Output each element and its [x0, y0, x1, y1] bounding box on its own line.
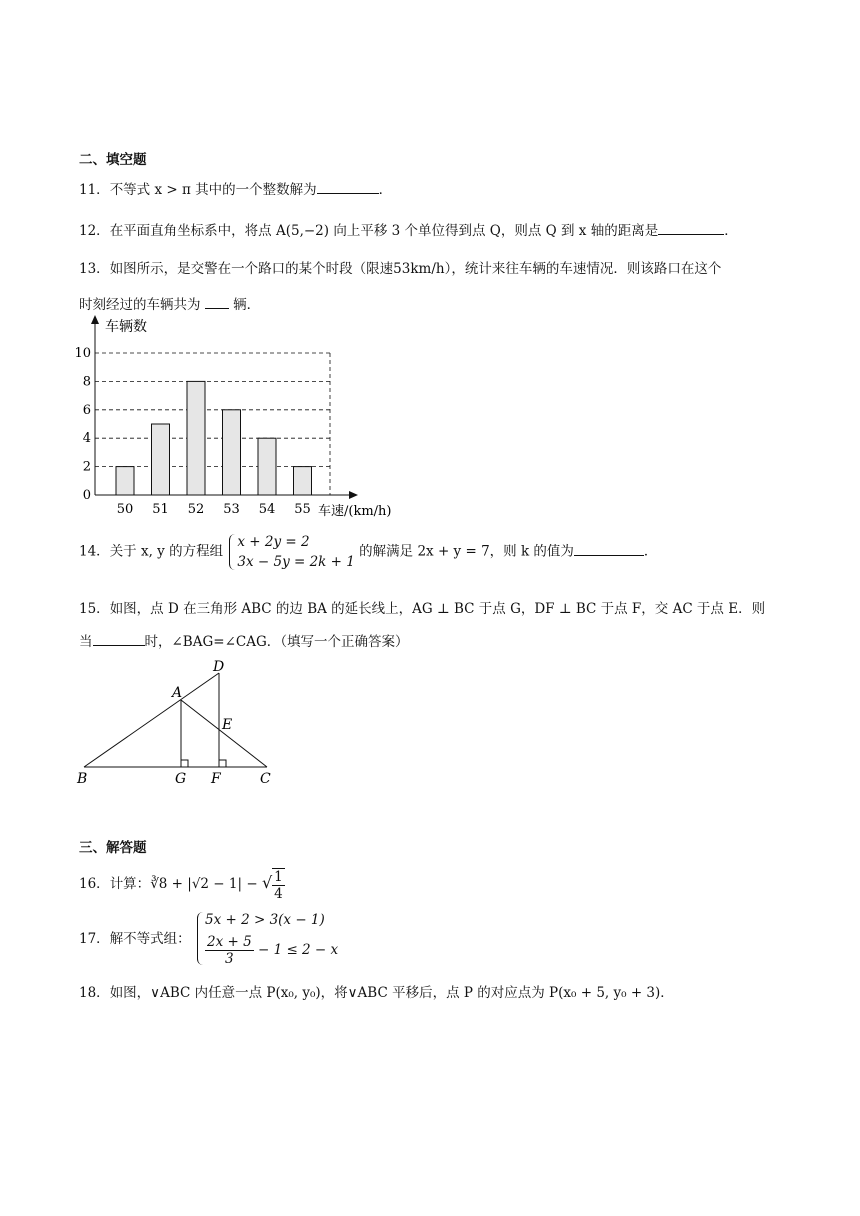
x-tick-label: 51	[152, 502, 169, 517]
question-18	[79, 985, 674, 1001]
question-13	[79, 261, 721, 277]
point-label-E: E	[222, 717, 233, 733]
expression: ∛8 + |√2 − 1| −	[150, 876, 262, 892]
speed-bar-chart	[70, 315, 420, 520]
answer-blank[interactable]	[574, 542, 644, 556]
question-text: 在平面直角坐标系中，将点 A(5,−2) 向上平移 3 个单位得到点 Q，则点 Q 到 x 轴的距离是	[109, 223, 659, 239]
point-label-A: A	[172, 685, 183, 701]
sqrt-icon: √	[261, 873, 273, 892]
y-tick-label: 0	[82, 488, 91, 503]
question-number: 17．	[79, 930, 110, 947]
y-tick-label: 10	[74, 346, 91, 361]
inequality-system	[195, 910, 338, 967]
bar-54	[258, 438, 276, 495]
point-label-C: C	[260, 771, 271, 787]
question-text: 如图，∨ABC 内任意一点 P(x₀, y₀)，将∨ABC 平移后，点 P 的对应点为 P(x₀ + 5, y₀ + 3)．	[109, 985, 674, 1001]
x-tick-label: 53	[223, 502, 240, 517]
answer-blank[interactable]	[205, 295, 229, 309]
x-tick-label: 55	[294, 502, 311, 517]
section-title-fill-blank: 二、填空题	[79, 152, 147, 168]
question-number: 16．	[79, 876, 110, 892]
fraction: $\frac{2x + 5}{3}$	[206, 934, 252, 967]
segment-AC	[181, 700, 267, 767]
x-tick-labels	[117, 502, 311, 517]
triangle-figure	[72, 655, 282, 790]
answer-blank[interactable]	[658, 221, 724, 235]
point-label-G: G	[175, 771, 187, 787]
y-tick-label: 8	[82, 374, 91, 390]
question-16: 16．计算：∛8 + |√2 − 1| − √ $\frac{1}{4}$	[79, 868, 283, 902]
bar-55	[294, 467, 312, 495]
question-13-line2: 时刻经过的车辆共为 辆．	[79, 297, 261, 313]
point-label-F: F	[211, 771, 221, 787]
y-tick-label: 2	[82, 459, 91, 475]
question-text: 如图，点 D 在三角形 ABC 的边 BA 的延长线上，AG ⊥ BC 于点 G，DF ⊥ BC 于点 F，交 AC 于点 E．则	[109, 601, 766, 617]
question-15	[79, 601, 765, 617]
question-14: 14．关于 x, y 的方程组 x + 2y = 2 3x − 5y = 2k + 1 的解满足 2x + y = 7，则 k 的值为 ．	[79, 534, 658, 570]
y-tick-labels	[74, 346, 91, 503]
point-label-B: B	[77, 771, 88, 787]
question-number: 13．	[79, 261, 110, 277]
question-15-line2: 当 时，∠BAG=∠CAG．（填写一个正确答案）	[79, 634, 409, 650]
x-tick-label: 52	[187, 502, 205, 517]
inequality-1: 5x + 2 > 3(x − 1)	[204, 912, 325, 928]
y-tick-label: 6	[82, 402, 91, 418]
answer-blank[interactable]	[317, 180, 379, 194]
question-number: 14．	[79, 543, 110, 560]
segment-BD	[84, 673, 219, 767]
x-axis-arrow	[349, 491, 358, 499]
bar-51	[152, 424, 170, 495]
bar-52	[187, 381, 205, 495]
question-17: 17．解不等式组： 5x + 2 > 3(x − 1) $\frac{2x + 5}{3}$ − 1 ≤ 2 − x	[79, 912, 339, 967]
x-tick-label: 50	[116, 502, 134, 517]
y-tick-label: 4	[82, 431, 91, 447]
question-text: 如图所示，是交警在一个路口的某个时段（限速53km/h），统计来往车辆的车速情况．则该路口在这个	[109, 261, 722, 277]
question-number: 12．	[79, 223, 110, 239]
y-axis-label: 车辆数	[105, 319, 147, 335]
question-11: 11．不等式 x > π 其中的一个整数解为 ．	[79, 182, 393, 198]
equation-2: 3x − 5y = 2k + 1	[237, 554, 355, 570]
bar-50	[116, 467, 134, 495]
answer-blank[interactable]	[93, 632, 145, 646]
x-tick-label: 54	[258, 502, 276, 517]
x-axis-label: 车速/(km/h)	[318, 504, 392, 519]
equation-1: x + 2y = 2	[237, 534, 310, 550]
bar-53	[223, 410, 241, 495]
question-number: 11．	[79, 182, 110, 198]
question-text: 不等式 x > π 其中的一个整数解为	[109, 182, 317, 198]
section-title-solve: 三、解答题	[79, 840, 147, 856]
question-number: 18．	[79, 985, 110, 1001]
right-angle-mark-G	[181, 760, 188, 767]
point-label-D: D	[213, 659, 225, 675]
equation-system	[227, 532, 354, 572]
question-number: 15．	[79, 601, 110, 617]
inequality-2: $\frac{2x + 5}{3}$ − 1 ≤ 2 − x	[206, 934, 339, 967]
fraction: $\frac{1}{4}$	[274, 868, 283, 902]
right-angle-mark-F	[219, 760, 226, 767]
question-12: 12．在平面直角坐标系中，将点 A(5,−2) 向上平移 3 个单位得到点 Q，则点 Q 到 x 轴的距离是 ．	[79, 223, 738, 239]
y-axis-arrow	[91, 315, 99, 324]
